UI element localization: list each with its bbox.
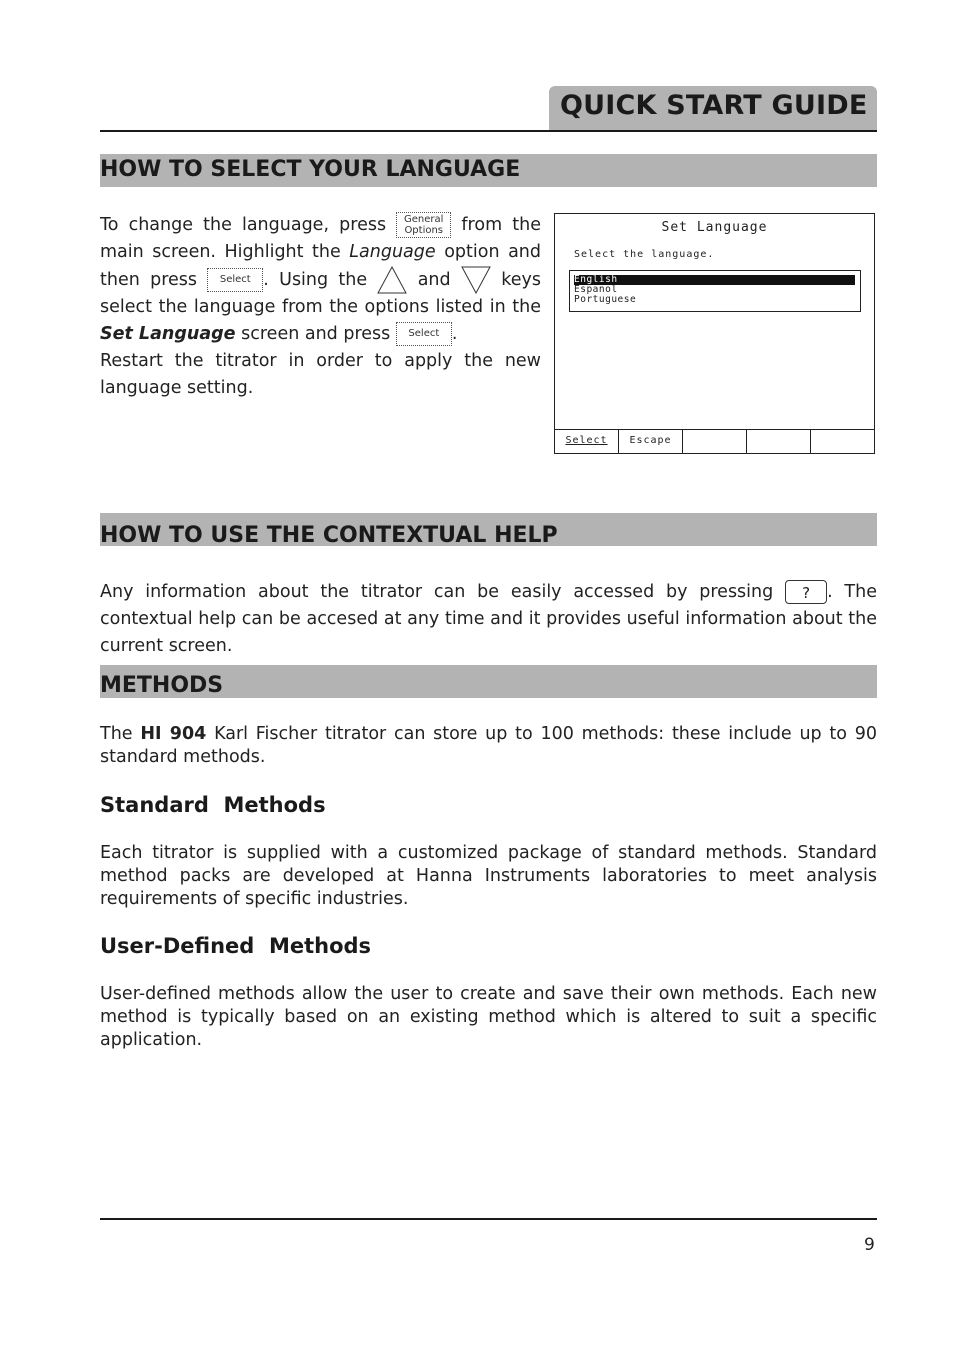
language-option-label: Language <box>349 242 436 262</box>
set-language-label: Set Language <box>100 324 236 344</box>
text-fragment: . The contextual help can be accesed at any time and it provides useful information about the current screen. <box>100 582 877 656</box>
lcd-softkey-empty <box>747 430 811 453</box>
header-rule <box>100 130 877 132</box>
lcd-softkey-empty <box>811 430 874 453</box>
down-arrow-key-icon <box>461 266 491 294</box>
lcd-title: Set Language <box>661 220 768 235</box>
text-fragment: . Using the <box>263 270 368 290</box>
general-options-key-icon: General Options <box>396 212 451 238</box>
lcd-language-option: English <box>574 275 855 285</box>
model-name: HI 904 <box>140 724 207 744</box>
standard-methods-title: Standard Methods <box>100 793 326 817</box>
text-fragment: and <box>417 270 451 290</box>
standard-methods-text: Each titrator is supplied with a customized package of standard methods. Standard method packs are developed at Hanna Instruments laboratories to meet analysis requirements of specific industries. <box>100 843 877 909</box>
user-defined-methods-title: User-Defined Methods <box>100 934 372 958</box>
text-fragment: To change the language, press <box>100 215 387 235</box>
lcd-softkey-bar <box>555 429 874 453</box>
section-title-help: HOW TO USE THE CONTEXTUAL HELP <box>100 523 558 548</box>
lcd-language-option: Portuguese <box>574 294 637 305</box>
methods-intro <box>100 723 877 769</box>
select-key-icon: Select <box>396 322 452 346</box>
text-fragment: keys select the language from the options listed in the <box>100 270 541 317</box>
section-title-language: HOW TO SELECT YOUR LANGUAGE <box>100 157 521 182</box>
language-instructions <box>100 212 541 402</box>
text-fragment: Karl Fischer titrator can store up to 100 methods: these include up to 90 standard methods. <box>100 724 877 767</box>
page-number: 9 <box>864 1235 875 1255</box>
user-defined-methods-text: User-defined methods allow the user to create and save their own methods. Each new method is typically based on an existing method which is altered to suit a specific application. <box>100 984 877 1050</box>
lcd-softkey-select: Select <box>555 430 619 453</box>
lcd-prompt: Select the language. <box>574 249 715 260</box>
restart-note: Restart the titrator in order to apply the new language setting. <box>100 351 541 398</box>
help-key-icon: ? <box>785 580 827 604</box>
text-fragment: . <box>451 324 458 344</box>
lcd-language-option: Espanol <box>574 284 618 295</box>
text-fragment: option and then press <box>100 242 541 290</box>
lcd-language-list <box>569 270 861 312</box>
lcd-softkey-empty <box>683 430 747 453</box>
page-header-title: QUICK START GUIDE <box>560 90 868 121</box>
footer-rule <box>100 1218 877 1220</box>
text-fragment: The <box>100 724 133 744</box>
help-paragraph <box>100 579 877 660</box>
text-fragment: screen and press <box>241 324 391 344</box>
section-title-methods: METHODS <box>100 673 224 698</box>
text-fragment: from the main screen. Highlight the <box>100 215 541 262</box>
text-fragment: Any information about the titrator can be easily accessed by pressing <box>100 582 774 602</box>
lcd-softkey-escape: Escape <box>619 430 683 453</box>
select-key-icon: Select <box>207 268 263 292</box>
lcd-screen <box>554 213 875 454</box>
up-arrow-key-icon <box>377 266 407 294</box>
